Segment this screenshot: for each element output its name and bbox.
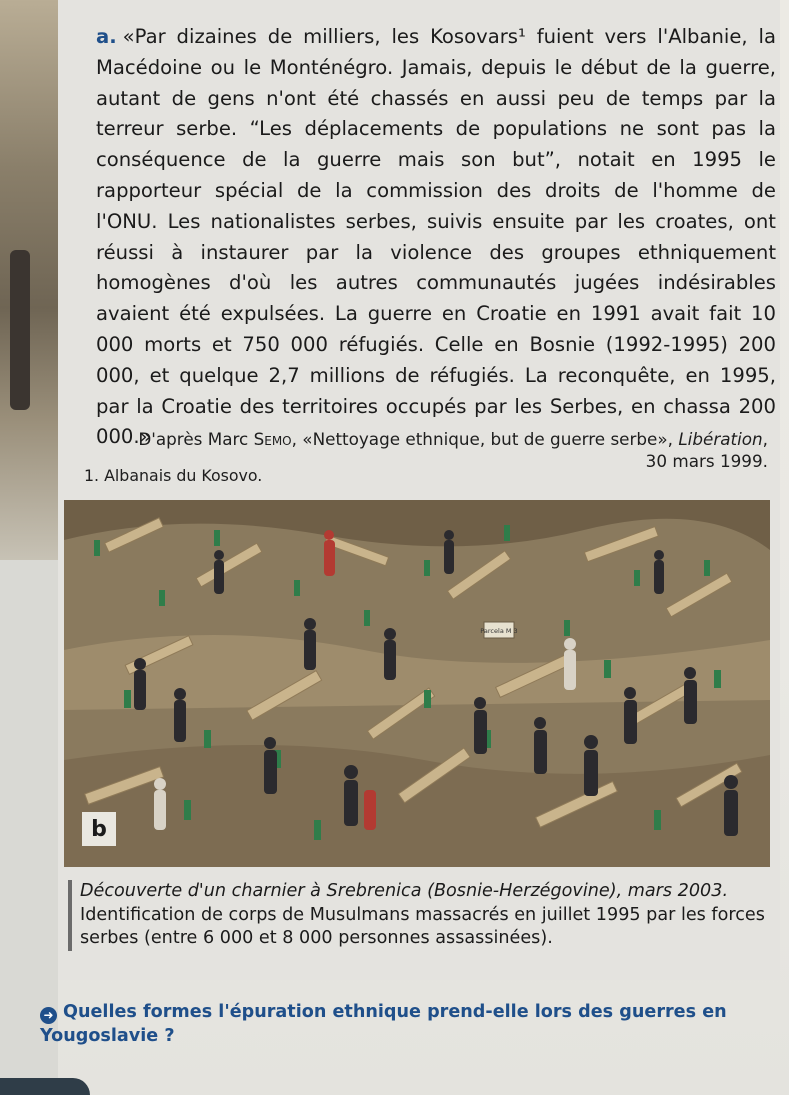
question-text: Quelles formes l'épuration ethnique prend-elle lors des guerres en Yougoslavie ? — [40, 1002, 727, 1046]
arrow-right-icon: ➜ — [40, 1007, 57, 1024]
source-citation: D'après Marc Semo, «Nettoyage ethnique, but de guerre serbe», Libération, 30 mars 1999. — [128, 428, 768, 472]
source-article: , «Nettoyage ethnique, but de guerre serbe», — [291, 429, 679, 449]
srebrenica-photo — [64, 500, 770, 867]
source-prefix: D'après Marc — [138, 429, 249, 449]
photo-illustration — [64, 500, 770, 867]
source-date: 30 mars 1999. — [645, 451, 768, 471]
caption-title: Découverte d'un charnier à Srebrenica (Bosnie-Herzégovine), mars 2003. — [80, 881, 729, 901]
photo-caption — [68, 880, 780, 951]
document-marker-a: a. — [96, 25, 117, 48]
photo-sign-text: Parcela M 3 — [480, 627, 518, 635]
source-publication: Libération — [678, 429, 763, 449]
caption-body: Identification de corps de Musulmans massacrés en juillet 1995 par les forces serbes (entre 6 000 et 8 000 personnes assassinées). — [80, 904, 765, 948]
adjacent-photo-figure — [10, 250, 30, 410]
page-corner-band — [0, 1078, 90, 1095]
source-author: Semo — [253, 429, 292, 449]
document-a-quote — [96, 22, 776, 453]
textbook-page — [40, 0, 789, 1095]
adjacent-photo-edge — [0, 0, 58, 560]
footnote: 1. Albanais du Kosovo. — [84, 466, 263, 485]
photo-label-b: b — [82, 812, 116, 846]
quote-text: «Par dizaines de milliers, les Kosovars¹ fuient vers l'Albanie, la Macédoine ou le Monténégro. Jamais, depuis le début de la guerre, autant de gens n'ont été chassés en aussi peu de temps par la terreur serbe. “Les déplacements de populations ne sont pas la conséquence de la guerre mais son but”, notait en 1995 le rapporteur spécial de la commission des droits de l'homme de l'ONU. Les nationalistes serbes, suivis ensuite par les croates, ont réussi à instaurer par la violence des groupes ethniquement homogènes d'où les autres communautés jugées indésirables avaient été expulsées. La guerre en Croatie en 1991 avait fait 10 000 morts et 750 000 réfugiés. Celle en Bosnie (1992-1995) 200 000, et quelque 2,7 millions de réfugiés. La reconquête, en 1995, par la Croatie des territoires occupés par les Serbes, en chassa 200 000.» — [96, 25, 776, 449]
guiding-question — [40, 1000, 740, 1048]
